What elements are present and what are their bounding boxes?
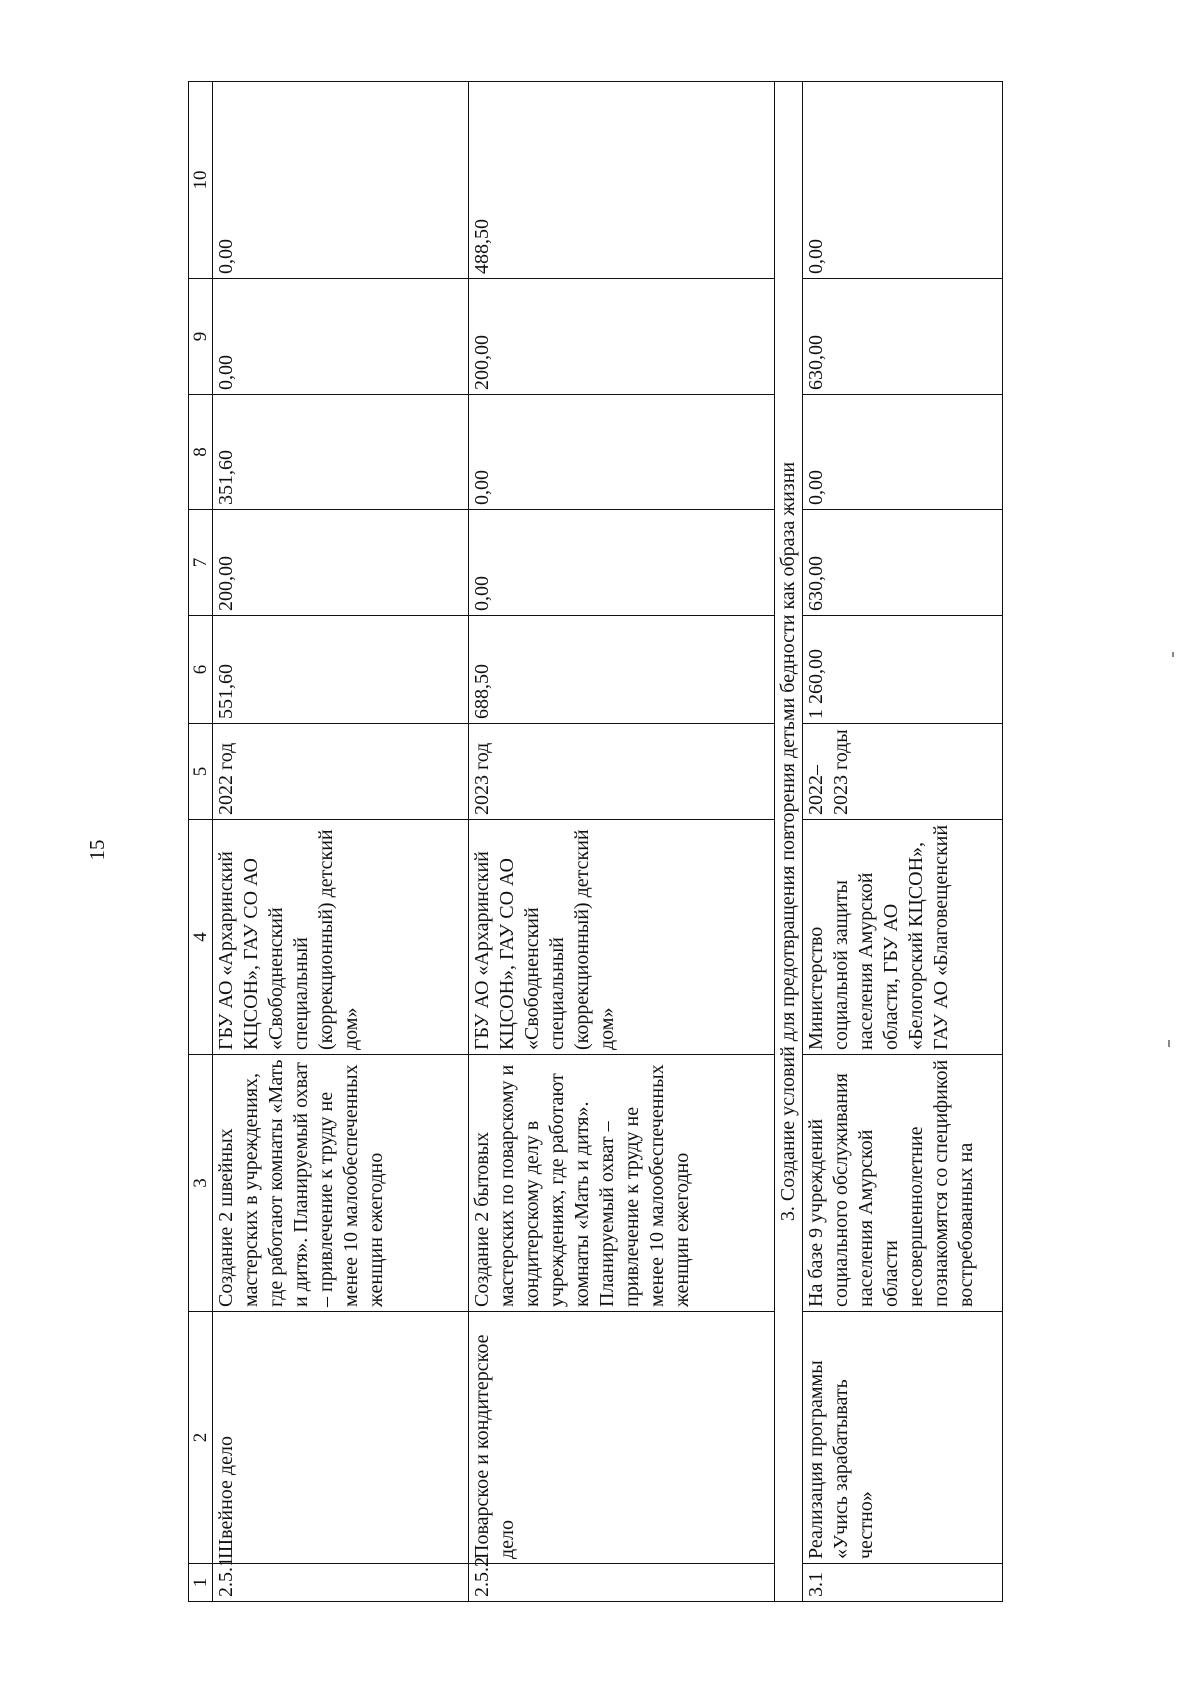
column-number: 3 — [189, 1055, 213, 1312]
scan-speck — [1168, 1040, 1170, 1047]
cell-executor: ГБУ АО «Архаринский КЦСОН», ГАУ СО АО «Свободненский специальный (коррекционный) детский дом» — [213, 820, 469, 1055]
cell-amount: 630,00 — [803, 279, 1003, 395]
cell-number: 3.1 — [803, 1564, 1003, 1602]
column-number: 6 — [189, 616, 213, 724]
cell-amount: 0,00 — [803, 395, 1003, 510]
cell-amount: 0,00 — [469, 395, 775, 510]
cell-amount: 200,00 — [213, 510, 469, 616]
cell-period: 2023 год — [469, 724, 775, 820]
cell-number: 2.5.2 — [469, 1564, 775, 1602]
cell-number: 2.5.1 — [213, 1564, 469, 1602]
cell-amount: 0,00 — [213, 82, 469, 279]
cell-executor: ГБУ АО «Архаринский КЦСОН», ГАУ СО АО «Свободненский специальный (коррекционный) детский дом» — [469, 820, 775, 1055]
column-number-row — [189, 82, 213, 1602]
column-number: 2 — [189, 1312, 213, 1564]
cell-amount: 351,60 — [213, 395, 469, 510]
table-row-3-1 — [803, 82, 1003, 1602]
column-number: 9 — [189, 279, 213, 395]
section-heading-row — [775, 82, 803, 1602]
column-number: 5 — [189, 724, 213, 820]
column-number: 4 — [189, 820, 213, 1055]
cell-amount: 0,00 — [469, 510, 775, 616]
cell-name: Швейное дело — [213, 1312, 469, 1564]
cell-period: 2022 год — [213, 724, 469, 820]
scan-speck — [1172, 652, 1174, 657]
section-heading: 3. Создание условий для предотвращения повторения детьми бедности как образа жизни — [775, 82, 803, 1602]
cell-amount: 0,00 — [213, 279, 469, 395]
cell-period: 2022–2023 годы — [803, 724, 1003, 820]
table-row-2-5-1 — [213, 82, 469, 1602]
cell-name: Поварское и кондитерское дело — [469, 1312, 775, 1564]
cell-amount: 200,00 — [469, 279, 775, 395]
cell-description: Создание 2 бытовых мастерских по поварскому и кондитерскому делу в учреждениях, где работают комнаты «Мать и дитя». Планируемый охват – привлечение к труду не менее 10 малообеспеченных женщин ежегодно — [469, 1055, 775, 1312]
budget-table — [188, 81, 1003, 1602]
cell-description: Создание 2 швейных мастерских в учреждениях, где работают комнаты «Мать и дитя». Планируемый охват – привлечение к труду не менее 10 малообеспеченных женщин ежегодно — [213, 1055, 469, 1312]
cell-executor: Министерство социальной защиты населения Амурской области, ГБУ АО «Белогорский КЦСОН», ГАУ АО «Благовещенский — [803, 820, 1003, 1055]
cell-description: На базе 9 учреждений социального обслуживания населения Амурской области несовершеннолетние познакомятся со спецификой востребованных на — [803, 1055, 1003, 1312]
column-number: 10 — [189, 82, 213, 279]
table-row-2-5-2 — [469, 82, 775, 1602]
cell-amount: 1 260,00 — [803, 616, 1003, 724]
cell-amount: 0,00 — [803, 82, 1003, 279]
cell-amount: 488,50 — [469, 82, 775, 279]
column-number: 7 — [189, 510, 213, 616]
cell-amount: 630,00 — [803, 510, 1003, 616]
cell-name: Реализация программы «Учись зарабатывать честно» — [803, 1312, 1003, 1564]
cell-amount: 688,50 — [469, 616, 775, 724]
page-number: 15 — [85, 839, 109, 861]
cell-amount: 551,60 — [213, 616, 469, 724]
rotated-table-container — [188, 82, 977, 1602]
column-number: 8 — [189, 395, 213, 510]
table-body — [189, 82, 1003, 1602]
column-number: 1 — [189, 1564, 213, 1602]
